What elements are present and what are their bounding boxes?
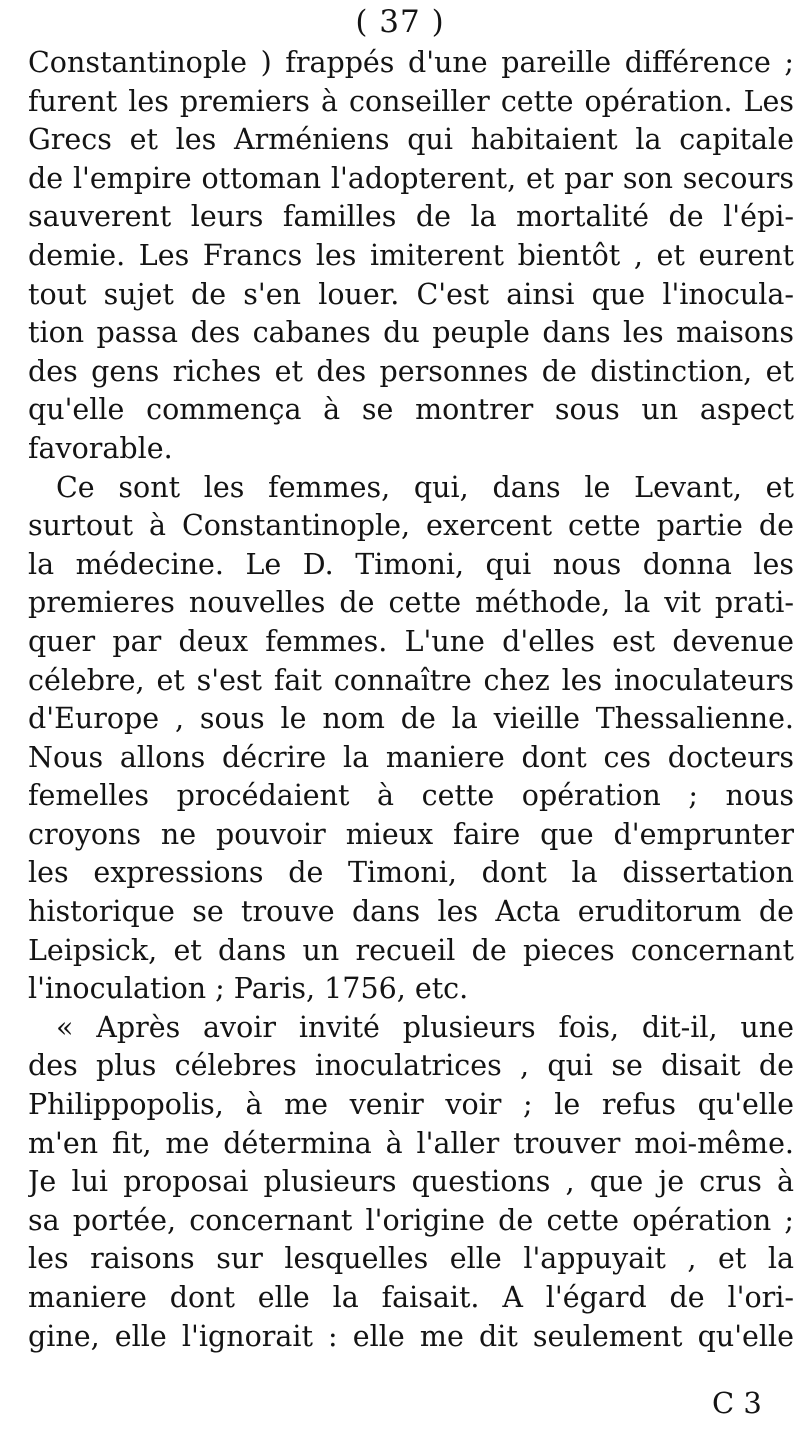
text-line: « Après avoir invité plusieurs fois, dit-il, une (56, 1010, 794, 1044)
text-line: Grecs et les Arméniens qui habitaient la capitale (28, 123, 794, 157)
text-line: tout sujet de s'en louer. C'est ainsi que l'inocula- (28, 277, 794, 311)
text-line: la médecine. Le D. Timoni, qui nous donna les (28, 547, 794, 581)
text-line: sa portée, concernant l'origine de cette opération ; (28, 1203, 794, 1237)
text-line: célebre, et s'est fait connaître chez les inoculateurs (28, 663, 794, 697)
text-line: gine, elle l'ignorait : elle me dit seulement qu'elle (28, 1319, 794, 1353)
text-line: premieres nouvelles de cette méthode, la vit prati- (28, 586, 794, 620)
text-line: Leipsick, et dans un recueil de pieces concernant (28, 933, 794, 967)
text-line: l'inoculation ; Paris, 1756, etc. (28, 972, 469, 1006)
catchword: C 3 (712, 1386, 762, 1420)
text-line: sauverent leurs familles de la mortalité de l'épi- (28, 200, 794, 234)
text-line: demie. Les Francs les imiterent bientôt , et eurent (28, 238, 794, 272)
text-line: Philippopolis, à me venir voir ; le refus qu'elle (28, 1088, 794, 1122)
text-line: maniere dont elle la faisait. A l'égard de l'ori- (28, 1281, 794, 1314)
text-line: quer par deux femmes. L'une d'elles est devenue (28, 624, 794, 658)
text-line: de l'empire ottoman l'adopterent, et par son secours (28, 161, 794, 195)
page-number: ( 37 ) (355, 4, 445, 40)
text-line: les raisons sur lesquelles elle l'appuyait , et la (28, 1242, 794, 1276)
text-line: Je lui proposai plusieurs questions , que je crus à (28, 1165, 794, 1199)
text-line: des gens riches et des personnes de distinction, et (28, 354, 794, 388)
text-line: d'Europe , sous le nom de la vieille Thessalienne. (28, 702, 794, 736)
text-line: des plus célebres inoculatrices , qui se disait de (28, 1049, 794, 1083)
text-line: tion passa des cabanes du peuple dans les maisons (28, 316, 794, 350)
text-line: Nous allons décrire la maniere dont ces docteurs (28, 740, 794, 774)
text-line: les expressions de Timoni, dont la dissertation (28, 856, 794, 890)
text-line: m'en fit, me détermina à l'aller trouver moi-même. (28, 1126, 794, 1160)
text-line: furent les premiers à conseiller cette opération. Les (28, 84, 794, 118)
text-line: croyons ne pouvoir mieux faire que d'emprunter (28, 817, 794, 851)
text-line: surtout à Constantinople, exercent cette partie de (28, 509, 794, 543)
text-line: favorable. (28, 431, 173, 465)
text-line: femelles procédaient à cette opération ; nous (28, 779, 794, 813)
text-line: historique se trouve dans les Acta eruditorum de (28, 895, 794, 929)
text-line: qu'elle commença à se montrer sous un aspect (28, 393, 794, 427)
text-line: Constantinople ) frappés d'une pareille différence ; (28, 46, 794, 79)
text-line: Ce sont les femmes, qui, dans le Levant, et (56, 470, 794, 504)
body-text (28, 44, 794, 1356)
